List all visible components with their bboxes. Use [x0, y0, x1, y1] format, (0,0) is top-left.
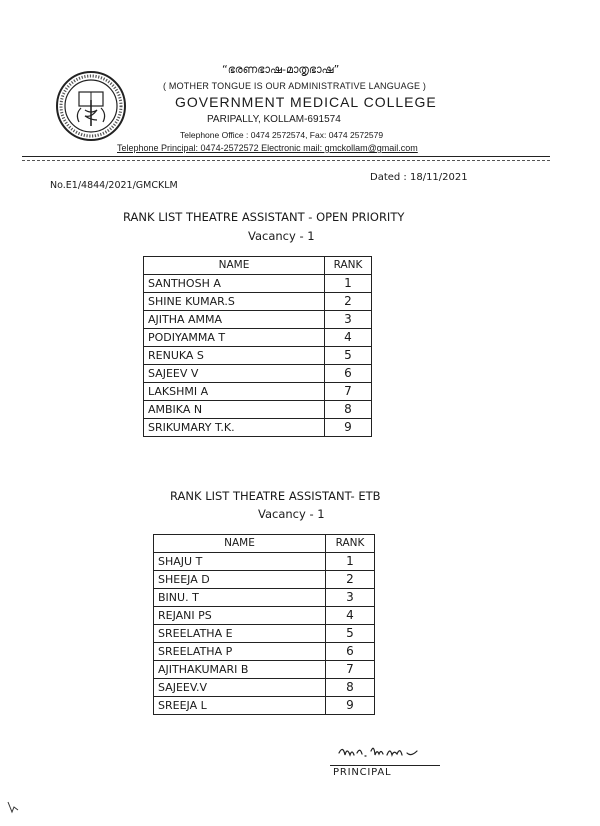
candidate-rank: 7: [325, 383, 372, 401]
table-row: [144, 401, 372, 419]
candidate-name: AMBIKA N: [144, 401, 325, 419]
table-row: [144, 329, 372, 347]
table-row: [144, 419, 372, 437]
telephone-office: Telephone Office : 0474 2572574, Fax: 0474 2572579: [180, 130, 384, 140]
table-row: [154, 679, 375, 697]
date: Dated : 18/11/2021: [370, 172, 468, 183]
institution-name: GOVERNMENT MEDICAL COLLEGE: [175, 94, 437, 110]
malayalam-slogan: “ഭരണഭാഷ-മാതൃഭാഷ”: [222, 63, 340, 76]
list1-vacancy: Vacancy - 1: [248, 229, 315, 243]
table-row: [154, 607, 375, 625]
candidate-name: REJANI PS: [154, 607, 326, 625]
table-row: [154, 571, 375, 589]
rank-table-open-priority: [143, 256, 372, 437]
mother-tongue-line: ( MOTHER TONGUE IS OUR ADMINISTRATIVE LANGUAGE ): [163, 81, 427, 91]
table-row: [154, 625, 375, 643]
table-row: [144, 311, 372, 329]
candidate-rank: 7: [326, 661, 375, 679]
candidate-rank: 8: [325, 401, 372, 419]
table-row: [154, 589, 375, 607]
candidate-rank: 5: [325, 347, 372, 365]
candidate-name: BINU. T: [154, 589, 326, 607]
table-row: [144, 293, 372, 311]
telephone-principal: Telephone Principal: 0474-2572572 Electronic mail: gmckollam@gmail.com: [117, 143, 418, 153]
header-divider: [22, 156, 550, 157]
table-row: [154, 697, 375, 715]
signatory-title: PRINCIPAL: [333, 767, 392, 778]
signature-icon: [337, 741, 427, 763]
institution-address: PARIPALLY, KOLLAM-691574: [207, 114, 341, 125]
table-row: [144, 347, 372, 365]
table-header-row: [144, 257, 372, 275]
candidate-rank: 9: [326, 697, 375, 715]
list2-vacancy: Vacancy - 1: [258, 507, 325, 521]
table-row: [154, 643, 375, 661]
table-row: [154, 553, 375, 571]
candidate-name: SREELATHA P: [154, 643, 326, 661]
candidate-name: SHAJU T: [154, 553, 326, 571]
candidate-rank: 6: [326, 643, 375, 661]
candidate-rank: 3: [326, 589, 375, 607]
candidate-rank: 4: [325, 329, 372, 347]
signature-line: [330, 765, 440, 766]
candidate-name: RENUKA S: [144, 347, 325, 365]
candidate-rank: 4: [326, 607, 375, 625]
candidate-name: SRIKUMARY T.K.: [144, 419, 325, 437]
candidate-name: LAKSHMI A: [144, 383, 325, 401]
candidate-rank: 9: [325, 419, 372, 437]
header-divider-dashed: [22, 160, 550, 161]
candidate-name: SREEJA L: [154, 697, 326, 715]
candidate-rank: 8: [326, 679, 375, 697]
list2-title: RANK LIST THEATRE ASSISTANT- ETB: [170, 489, 381, 503]
candidate-name: AJITHAKUMARI B: [154, 661, 326, 679]
candidate-name: SHEEJA D: [154, 571, 326, 589]
candidate-name: PODIYAMMA T: [144, 329, 325, 347]
candidate-rank: 1: [326, 553, 375, 571]
column-header-rank: RANK: [325, 257, 372, 275]
column-header-rank: RANK: [326, 535, 375, 553]
candidate-rank: 2: [325, 293, 372, 311]
candidate-name: AJITHA AMMA: [144, 311, 325, 329]
candidate-rank: 3: [325, 311, 372, 329]
rank-table-etb: [153, 534, 375, 715]
candidate-name: SANTHOSH A: [144, 275, 325, 293]
candidate-name: SREELATHA E: [154, 625, 326, 643]
table-header-row: [154, 535, 375, 553]
college-seal-icon: [55, 70, 127, 142]
candidate-rank: 6: [325, 365, 372, 383]
column-header-name: NAME: [144, 257, 325, 275]
candidate-name: SAJEEV V: [144, 365, 325, 383]
scan-mark-icon: [6, 800, 20, 814]
column-header-name: NAME: [154, 535, 326, 553]
table-row: [144, 365, 372, 383]
candidate-rank: 1: [325, 275, 372, 293]
candidate-name: SAJEEV.V: [154, 679, 326, 697]
table-row: [144, 383, 372, 401]
list1-title: RANK LIST THEATRE ASSISTANT - OPEN PRIORITY: [123, 210, 405, 224]
reference-number: No.E1/4844/2021/GMCKLM: [50, 180, 178, 191]
table-row: [154, 661, 375, 679]
candidate-rank: 2: [326, 571, 375, 589]
table-row: [144, 275, 372, 293]
candidate-name: SHINE KUMAR.S: [144, 293, 325, 311]
candidate-rank: 5: [326, 625, 375, 643]
